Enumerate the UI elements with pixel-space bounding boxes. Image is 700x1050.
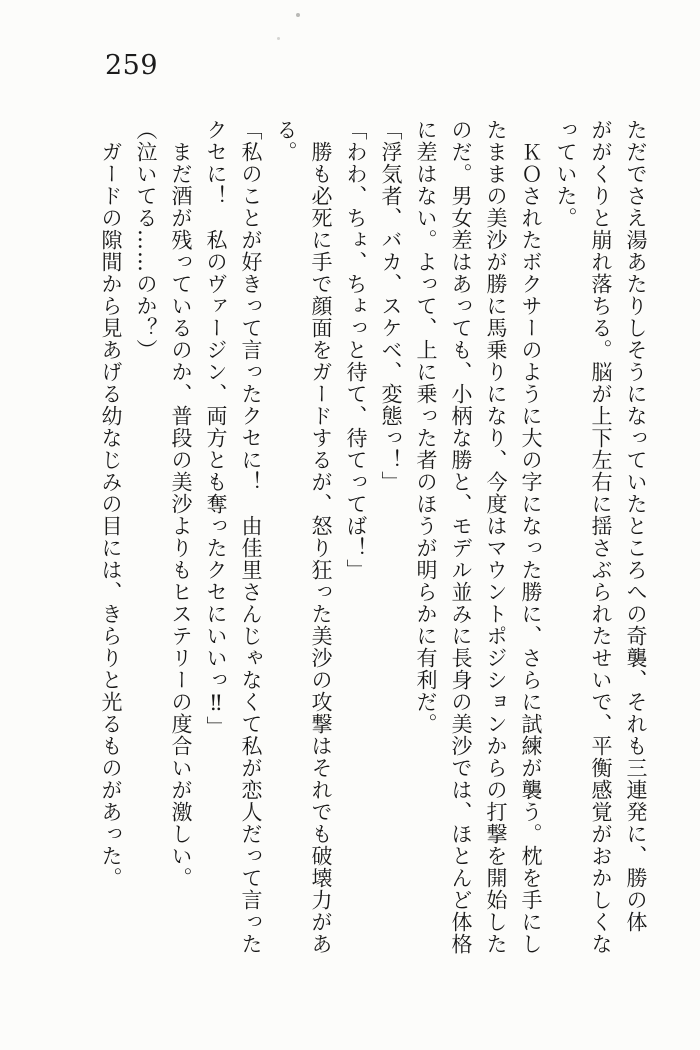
text-column: （泣いてる……のか？）	[134, 119, 158, 361]
scan-artifact	[296, 13, 300, 17]
scan-artifact	[277, 37, 280, 40]
text-column: ががくりと崩れ落ちる。脳が上下左右に揺さぶられたせいで、平衡感覚がおかしくな	[589, 119, 613, 955]
text-column: 「私のことが好きって言ったクセに！ 由佳里さんじゃなくて私が恋人だって言った	[239, 119, 263, 955]
page-number: 259	[105, 50, 159, 81]
text-column: ＫＯされたボクサーのように大の字になった勝に、さらに試練が襲う。枕を手にし	[519, 119, 543, 955]
text-column: ガードの隙間から見あげる幼なじみの目には、きらりと光るものがあった。	[99, 119, 123, 889]
text-column: 勝も必死に手で顔面をガードするが、怒り狂った美沙の攻撃はそれでも破壊力があ	[309, 119, 333, 955]
text-column: 「浮気者、バカ、スケベ、変態っ！」	[379, 119, 403, 493]
text-column: クセに！ 私のヴァージン、両方とも奪ったクセにいいっ‼」	[204, 119, 228, 738]
text-column: っていた。	[554, 119, 578, 229]
text-column: まだ酒が残っているのか、普段の美沙よりもヒステリーの度合いが激しい。	[169, 119, 193, 889]
text-column: る。	[274, 119, 298, 163]
text-column: のだ。男女差はあっても、小柄な勝と、モデル並みに長身の美沙では、ほとんど体格	[449, 119, 473, 955]
page-text	[93, 119, 653, 959]
text-column: たままの美沙が勝に馬乗りになり、今度はマウントポジションからの打撃を開始した	[484, 119, 508, 955]
text-column: ただでさえ湯あたりしそうになっていたところへの奇襲、それも三連発に、勝の体	[624, 119, 648, 933]
text-column: 「わわ、ちょ、ちょっと待て、待てってば！」	[344, 119, 368, 581]
text-column: に差はない。よって、上に乗った者のほうが明らかに有利だ。	[414, 119, 438, 735]
